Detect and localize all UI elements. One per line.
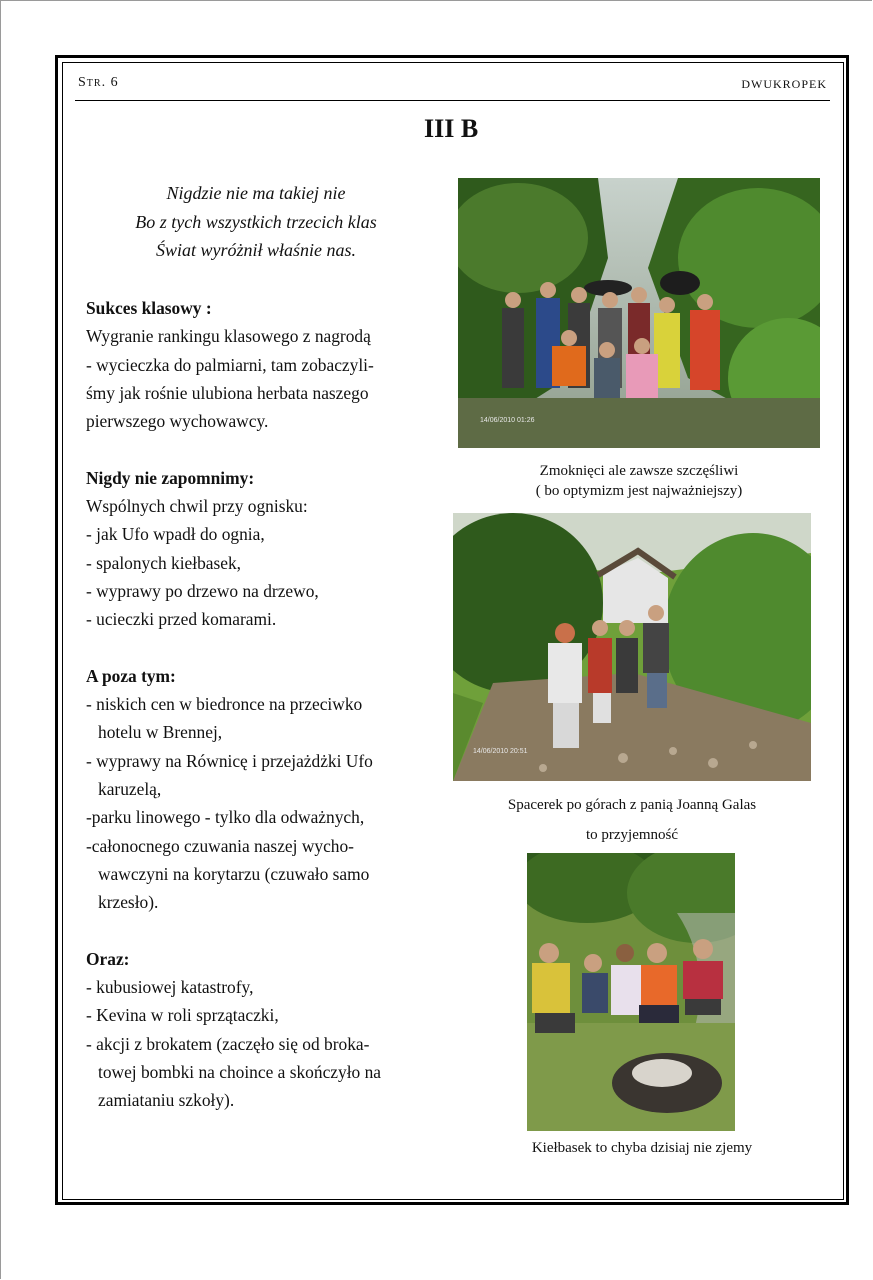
text-line: karuzelą, [98, 779, 162, 800]
text-line: wawczyni na korytarzu (czuwało samo [98, 863, 370, 884]
page-number: Str. 6 [78, 75, 119, 90]
text-line: hotelu w Brennej, [98, 722, 223, 743]
text-line: Wygranie rankingu klasowego z nagrodą [86, 326, 371, 347]
caption-line: Kiełbasek to chyba dzisiaj nie zjemy [531, 1140, 753, 1156]
section-heading: Sukces klasowy : [86, 298, 212, 318]
text-line: - akcji z brokatem (zaczęło się od broka- [86, 1033, 370, 1054]
text-line: - spalonych kiełbasek, [86, 552, 242, 573]
photo-campfire [527, 853, 735, 1131]
text-line: śmy jak rośnie ulubiona herbata naszego [86, 382, 369, 403]
text-line: - ucieczki przed komarami. [86, 609, 277, 630]
article-text [86, 294, 436, 1115]
poem [86, 179, 426, 265]
caption-line: ( bo optymizm jest najważniejszy) [535, 483, 743, 499]
photo-timestamp: 14/06/2010 01:26 [480, 417, 535, 424]
text-line: -parku linowego - tylko dla odważnych, [86, 807, 365, 828]
text-line: - kubusiowej katastrofy, [86, 977, 254, 998]
caption-line: Spacerek po górach z panią Joanną Galas [507, 797, 757, 813]
poem-line: Nigdzie nie ma takiej nie [166, 183, 346, 203]
photo-mountain-walk [453, 513, 811, 781]
photo-caption [458, 461, 820, 501]
text-line: - niskich cen w biedronce na przeciwko [86, 694, 363, 715]
poem-line: Bo z tych wszystkich trzecich klas [135, 211, 377, 232]
caption-line: Zmoknięci ale zawsze szczęśliwi [539, 463, 739, 479]
text-line: - jak Ufo wpadł do ognia, [86, 524, 265, 545]
section-heading: Oraz: [86, 948, 130, 969]
header-rule [75, 100, 830, 101]
section-heading: Nigdy nie zapomnimy: [86, 467, 255, 488]
text-line: - Kevina w roli sprzątaczki, [86, 1005, 279, 1026]
photo-caption [453, 790, 811, 850]
caption-line: to przyjemność [585, 827, 679, 843]
text-line: - wyprawy na Równicę i przejażdżki Ufo [86, 750, 373, 771]
section-heading: A poza tym: [86, 665, 176, 686]
publication-name: DWUKROPEK [741, 77, 827, 91]
text-line: - wycieczka do palmiarni, tam zobaczyli- [86, 354, 374, 375]
text-line: pierwszego wychowawcy. [86, 411, 269, 432]
poem-line: Świat wyróżnił właśnie nas. [155, 240, 357, 260]
photo-group-rain [458, 178, 820, 448]
text-line: krzesło). [98, 892, 159, 913]
text-line: -całonocnego czuwania naszej wycho- [86, 835, 354, 856]
text-line: - wyprawy po drzewo na drzewo, [86, 580, 319, 601]
text-line: Wspólnych chwil przy ognisku: [86, 496, 308, 517]
photo-timestamp: 14/06/2010 20:51 [473, 748, 528, 755]
photo-caption [480, 1138, 804, 1158]
page-title: III B [424, 114, 479, 143]
text-line: zamiataniu szkoły). [98, 1090, 235, 1111]
text-line: towej bombki na choince a skończyło na [98, 1062, 381, 1083]
